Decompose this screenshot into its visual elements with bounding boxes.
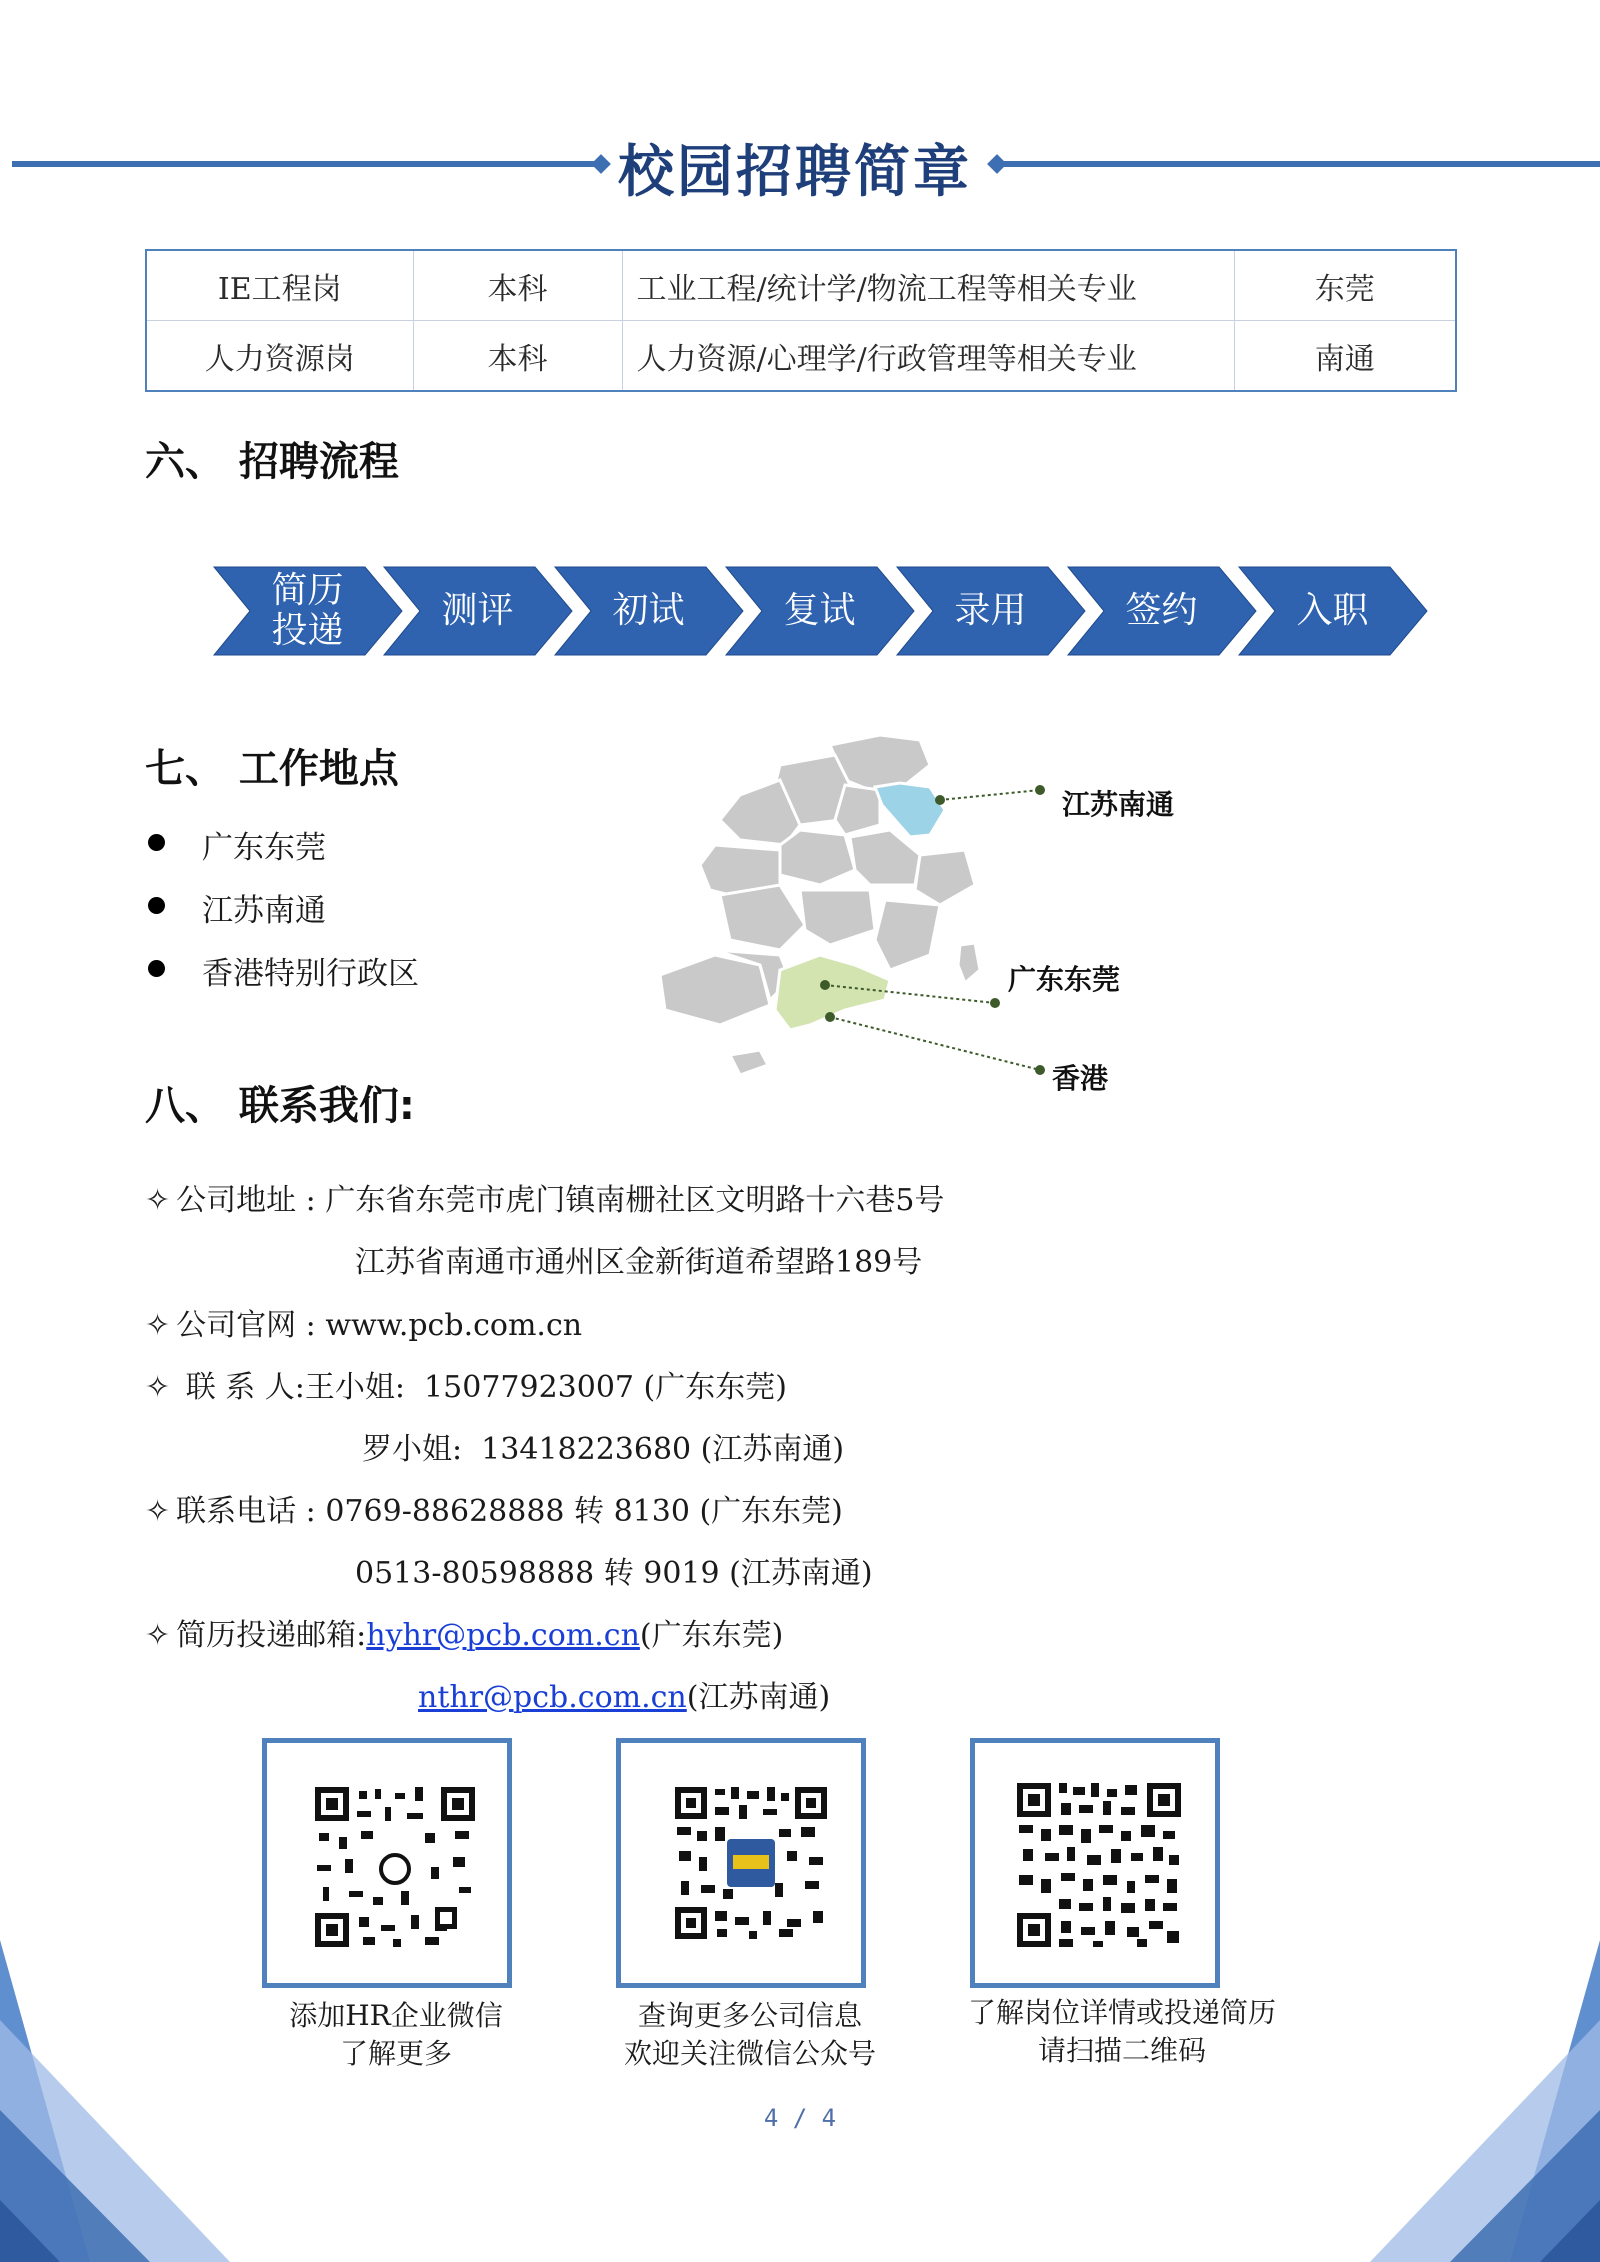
- section-heading-contact: 八、 联系我们:: [145, 1083, 415, 1129]
- contact-website: [145, 1300, 582, 1344]
- process-step-label: 测评: [441, 590, 514, 631]
- process-step-label: 简历 投递: [271, 570, 344, 651]
- contact-label: 公司地址 :: [176, 1183, 316, 1218]
- qr-caption: 添加HR企业微信 了解更多: [289, 1999, 503, 2070]
- section-heading-locations: 七、 工作地点: [145, 746, 399, 792]
- job-position: IE工程岗: [146, 250, 413, 321]
- job-majors: 人力资源/心理学/行政管理等相关专业: [622, 321, 1234, 392]
- star-bullet-icon: ✧: [145, 1183, 171, 1218]
- qr-code-icon: [975, 1743, 1215, 1983]
- star-bullet-icon: ✧: [145, 1618, 171, 1653]
- contact-person: [145, 1362, 787, 1406]
- contact-label: 简历投递邮箱:: [176, 1618, 367, 1653]
- map-label-hongkong: 香港: [1052, 1062, 1109, 1095]
- header-divider-right: [1000, 161, 1600, 167]
- qr-caption: 查询更多公司信息 欢迎关注微信公众号: [623, 1999, 876, 2070]
- contact-email-2: [418, 1672, 830, 1716]
- contact-address: [145, 1175, 944, 1219]
- star-bullet-icon: ✧: [145, 1494, 171, 1529]
- email-link-dongguan[interactable]: hyhr@pcb.com.cn: [366, 1618, 640, 1653]
- location-item: 香港特别行政区: [202, 956, 419, 992]
- job-position: 人力资源岗: [146, 321, 413, 392]
- map-label-dongguan: 广东东莞: [1008, 963, 1121, 996]
- corner-decoration-left: [0, 1940, 230, 2262]
- location-map: [620, 725, 1180, 1095]
- address-dongguan: 广东省东莞市虎门镇南栅社区文明路十六巷5号: [325, 1183, 945, 1218]
- table-row: [146, 250, 1456, 321]
- person-dongguan: 王小姐: 15077923007 (广东东莞): [304, 1370, 787, 1405]
- contact-label: 公司官网 :: [176, 1308, 316, 1343]
- qr-code-icon: [267, 1743, 507, 1983]
- bullet-icon: [148, 834, 165, 851]
- person-nantong: 罗小姐: 13418223680 (江苏南通): [362, 1432, 845, 1467]
- contact-email: [145, 1610, 783, 1654]
- bullet-icon: [148, 897, 165, 914]
- qr-code-job-details[interactable]: [970, 1738, 1220, 1988]
- phone-nantong: 0513-80598888 转 9019 (江苏南通): [355, 1556, 873, 1591]
- job-degree: 本科: [413, 250, 622, 321]
- location-item: 江苏南通: [202, 893, 326, 929]
- qr-code-hr-wechat[interactable]: [262, 1738, 512, 1988]
- process-step-label: 初试: [612, 590, 685, 631]
- map-label-nantong: 江苏南通: [1062, 788, 1175, 821]
- qr-code-official-account[interactable]: [616, 1738, 866, 1988]
- contact-label: 联系电话 :: [176, 1494, 316, 1529]
- phone-dongguan: 0769-88628888 转 8130 (广东东莞): [325, 1494, 843, 1529]
- location-item: 广东东莞: [202, 830, 326, 866]
- qr-code-icon: [621, 1743, 861, 1983]
- job-table: [145, 249, 1457, 392]
- process-flow: [210, 563, 1440, 663]
- star-bullet-icon: ✧: [145, 1370, 171, 1405]
- process-step-label: 录用: [954, 590, 1027, 631]
- page-number: 4 / 4: [763, 2104, 837, 2132]
- job-location: 东莞: [1234, 250, 1456, 321]
- process-step-label: 签约: [1125, 590, 1198, 631]
- address-nantong: 江苏省南通市通州区金新街道希望路189号: [355, 1245, 923, 1280]
- star-bullet-icon: ✧: [145, 1308, 171, 1343]
- section-heading-process: 六、 招聘流程: [145, 439, 399, 485]
- contact-label: 联 系 人:: [185, 1370, 305, 1405]
- email-link-nantong[interactable]: nthr@pcb.com.cn: [418, 1680, 687, 1715]
- corner-decoration-right: [1370, 1940, 1600, 2262]
- job-majors: 工业工程/统计学/物流工程等相关专业: [622, 250, 1234, 321]
- email-note: (广东东莞): [639, 1618, 784, 1653]
- header-divider-left: [12, 161, 597, 167]
- contact-phone: [145, 1486, 843, 1530]
- table-row: [146, 321, 1456, 392]
- job-location: 南通: [1234, 321, 1456, 392]
- website-url: www.pcb.com.cn: [325, 1308, 583, 1343]
- page-title: 校园招聘简章: [618, 140, 972, 205]
- email-note: (江苏南通): [686, 1680, 831, 1715]
- bullet-icon: [148, 960, 165, 977]
- process-step-label: 复试: [783, 590, 856, 631]
- qr-caption: 了解岗位详情或投递简历 请扫描二维码: [967, 1996, 1276, 2067]
- job-degree: 本科: [413, 321, 622, 392]
- process-step-label: 入职: [1296, 590, 1369, 631]
